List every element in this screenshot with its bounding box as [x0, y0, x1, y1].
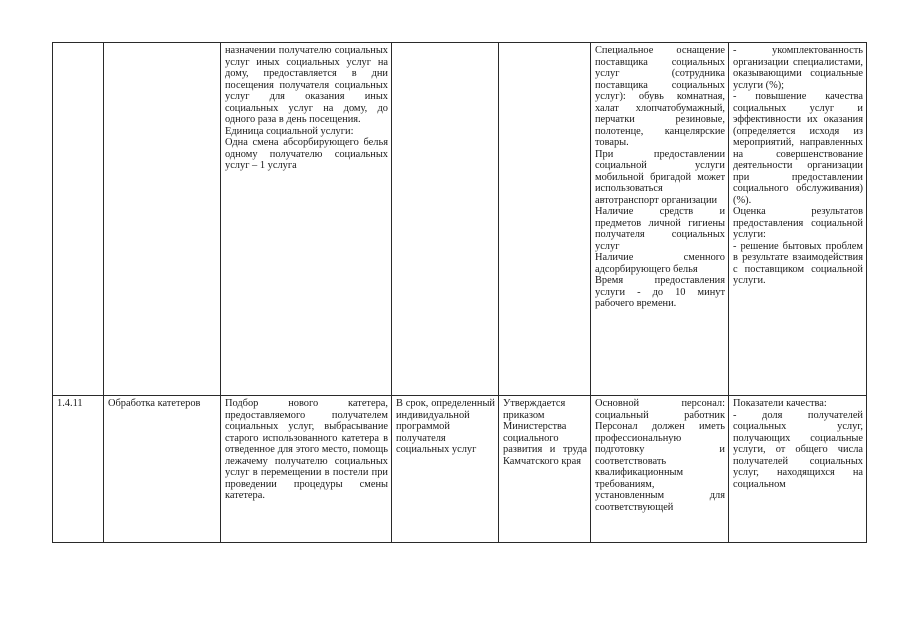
- description-paragraph: Подбор нового катетера, предоставляемого получателем социальных услуг, выбрасывание старого использованного катетера в отведенное для этого место, помощь лежачему получателю социальных услуг в перемещении в постели при проведении процедуры смены катетера.: [225, 398, 388, 501]
- service-standard-cell: Утверждается приказом Министерства социального развития и труда Камчатского края: [499, 396, 591, 543]
- table-row: [53, 396, 867, 543]
- service-description-cell: [221, 396, 392, 543]
- conditions-paragraph: Основной персонал: социальный работник Персонал должен иметь профессиональную подготовку и соответствовать квалификационным требованиям, установленным для соответствующей: [595, 398, 725, 513]
- table-row: [53, 43, 867, 396]
- service-description-cell: [221, 43, 392, 396]
- service-name-cell: [104, 43, 221, 396]
- service-term-cell: В срок, определенный индивидуальной программой получателя социальных услуг: [392, 396, 499, 543]
- service-quality-cell: [729, 396, 867, 543]
- service-number-cell: [53, 43, 104, 396]
- quality-paragraph: - доля получателей социальных услуг, получающих социальные услуги, от общего числа получателей социальных услуг, находящихся на социальном: [733, 409, 863, 490]
- service-number-cell: 1.4.11: [53, 396, 104, 543]
- quality-paragraph: Показатели качества:: [733, 398, 827, 409]
- service-term-cell: [392, 43, 499, 396]
- description-paragraph: назначении получателю социальных услуг иных социальных услуг на дому, предоставляется в дни посещения получателя социальных услуг для оказания иных социальных услуг на дому, до одного раза в день посещения.: [225, 45, 388, 125]
- conditions-paragraph: Время предоставления услуги - до 10 минут рабочего времени.: [595, 275, 725, 309]
- service-name-cell: Обработка катетеров: [104, 396, 221, 543]
- quality-paragraph: - укомплектованность организации специалистами, оказывающими социальные услуги (%);: [733, 45, 863, 91]
- service-quality-cell: [729, 43, 867, 396]
- quality-paragraph: - повышение качества социальных услуг и эффективности их оказания (определяется исходя из мероприятий, направленных на совершенствование деятельности организации при предоставлении социального обслуживания) (%).: [733, 91, 863, 206]
- conditions-paragraph: Специальное оснащение поставщика социальных услуг (сотрудника поставщика социальных услуг): обувь комнатная, халат хлопчатобумажный, перчатки резиновые, полотенце, канцелярские товары.: [595, 45, 725, 148]
- quality-paragraph: Оценка результатов предоставления социальной услуги:: [733, 206, 863, 240]
- conditions-paragraph: При предоставлении социальной услуги мобильной бригадой может использоваться автотранспорт организации: [595, 148, 725, 206]
- description-paragraph: Единица социальной услуги:: [225, 125, 354, 137]
- conditions-paragraph: Наличие средств и предметов личной гигиены получателя социальных услуг: [595, 206, 725, 252]
- service-conditions-cell: [591, 396, 729, 543]
- services-table: [52, 42, 867, 543]
- service-standard-cell: [499, 43, 591, 396]
- service-conditions-cell: [591, 43, 729, 396]
- conditions-paragraph: Наличие сменного адсорбирующего белья: [595, 252, 725, 275]
- quality-paragraph: - решение бытовых проблем в результате взаимодействия с поставщиком социальной услуги.: [733, 240, 863, 286]
- description-paragraph: Одна смена абсорбирующего белья одному получателю социальных услуг – 1 услуга: [225, 137, 388, 171]
